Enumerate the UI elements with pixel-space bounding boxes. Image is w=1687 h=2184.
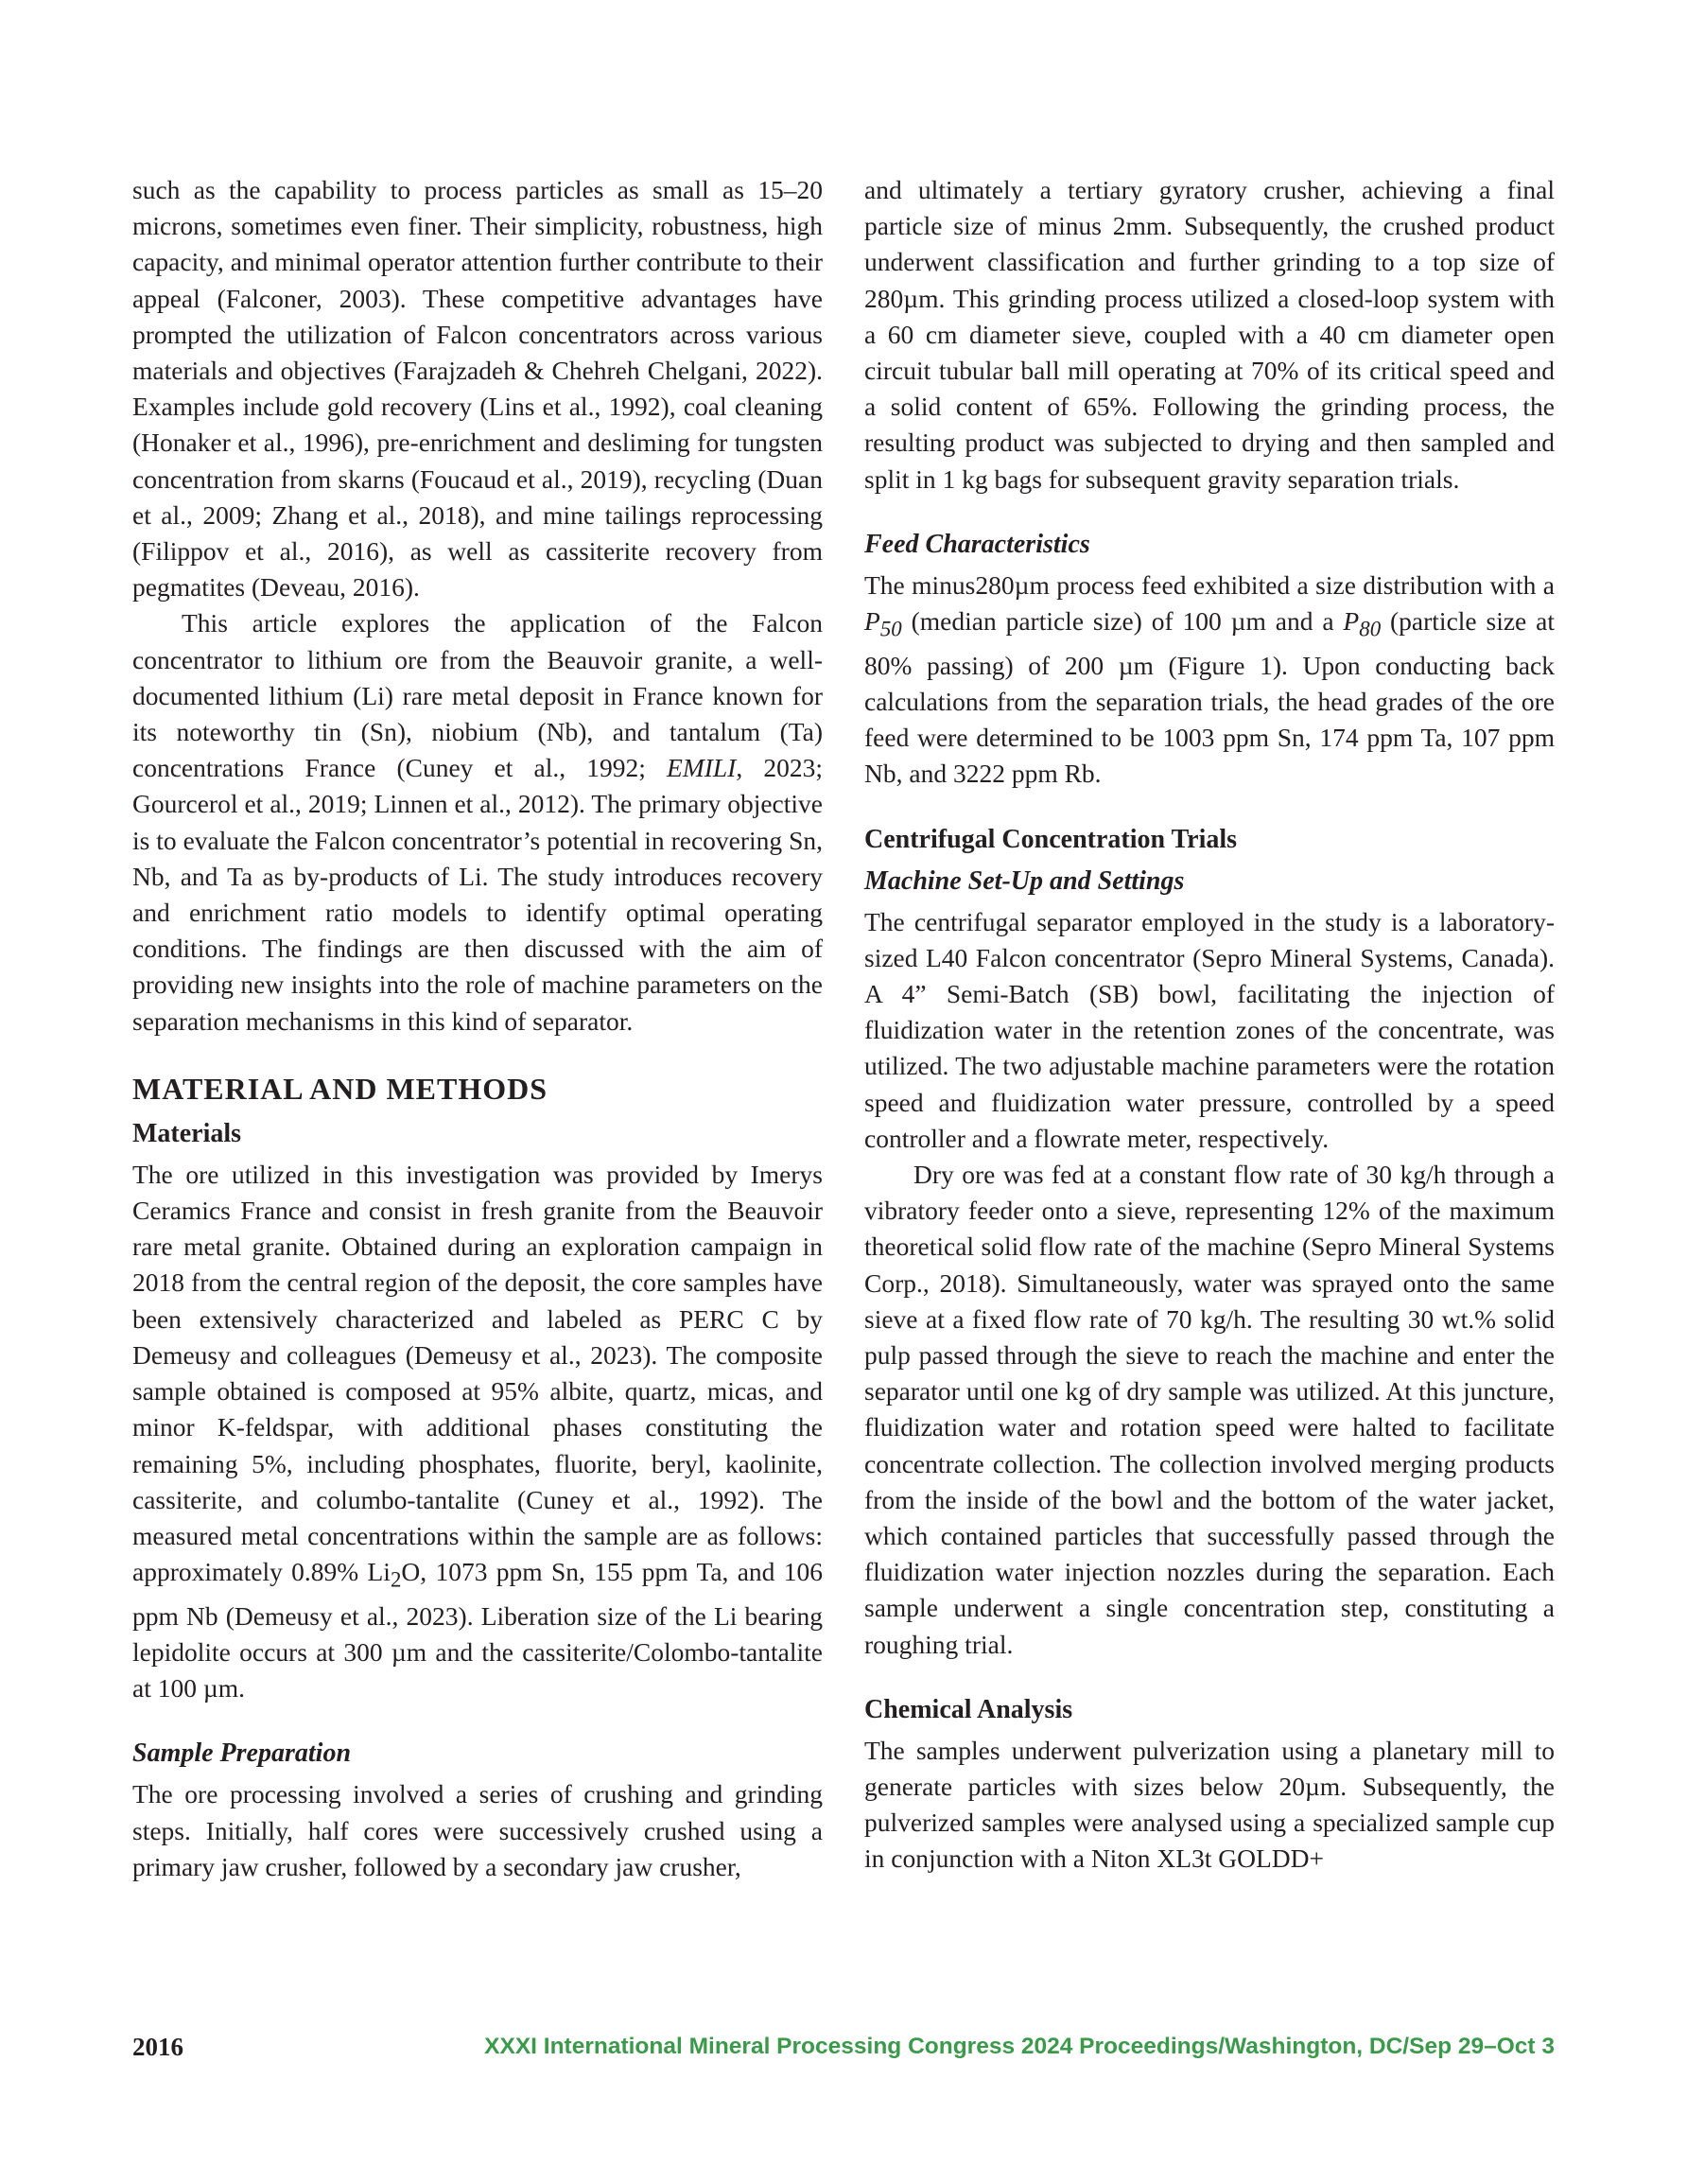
paragraph: The centrifugal separator employed in the study is a laboratory-sized L40 Falcon concentrator (Sepro Mineral Systems, Canada). A 4” Semi-Batch (SB) bowl, facilitating the injection of fluidization water in the retention zones of the concentrate, was utilized. The two adjustable machine parameters were the rotation speed and fluidization water pressure, controlled by a speed controller and a flowrate meter, respectively. (864, 906, 1555, 1153)
subsection-heading: Sample Preparation (132, 1738, 352, 1769)
text-run-italic: EMILI (667, 753, 737, 783)
right-column (864, 172, 1555, 1878)
paragraph (132, 605, 823, 1039)
subsection-heading: Materials (132, 1118, 242, 1148)
text-run: , 2023; Gourcerol et al., 2019; Linnen et al., 2012). The primary objective is to evaluate the Falcon concentrator’s potential in recovering Sn, Nb, and Ta as by-products of Li. The study introduces recovery and enrichment ratio models to identify optimal operating conditions. The findings are then discussed with the aim of providing new insights into the role of machine parameters on the separation mechanisms in this kind of separator. (132, 753, 823, 1036)
text-run: (median particle size) of 100 µm and a (901, 606, 1344, 637)
subscript-80: 80 (1359, 617, 1382, 641)
page-number: 2016 (132, 2033, 183, 2061)
paragraph: and ultimately a tertiary gyratory crusher, achieving a final particle size of minus 2mm. Subsequently, the crushed product underwent classification and further grinding to a top size of 280µm. This grinding process utilized a closed-loop system with a 60 cm diameter sieve, coupled with a 40 cm diameter open circuit tubular ball mill operating at 70% of its critical speed and a solid content of 65%. Following the grinding process, the resulting product was subjected to drying and then sampled and split in 1 kg bags for subsequent gravity separation trials. (864, 175, 1555, 494)
subsection-heading: Chemical Analysis (864, 1694, 1073, 1724)
subscript: 2 (390, 1567, 402, 1592)
text-run: This article explores the application of the Falcon concentrator to lithium ore from the Beauvoir granite, a well-documented lithium (Li) rare metal deposit in France known for its noteworthy tin (Sn), niobium (Nb), and tantalum (Ta) concentrations France (Cuney et al., 1992; (132, 608, 823, 783)
text-run: The ore utilized in this investigation was provided by Imerys Ceramics France and consist in fresh granite from the Beauvoir rare metal granite. Obtained during an exploration campaign in 2018 from the central region of the deposit, the core samples have been extensively characterized and labeled as PERC C by Demeusy and colleagues (Demeusy et al., 2023). The composite sample obtained is composed at 95% albite, quartz, micas, and minor K-feldspar, with additional phases constituting the remaining 5%, including phosphates, fluorite, beryl, kaolinite, cassiterite, and columbo-tantalite (Cuney et al., 1992). The measured metal concentrations within the sample are as follows: approximately 0.89% Li (132, 1159, 823, 1587)
left-column (132, 172, 823, 1885)
paragraph (132, 1157, 823, 1707)
subsection-heading: Centrifugal Concentration Trials (864, 824, 1238, 854)
symbol-p: P (864, 606, 880, 637)
symbol-p: P (1343, 606, 1360, 637)
paragraph: The samples underwent pulverization using a planetary mill to generate particles with sizes below 20µm. Subsequently, the pulverized samples were analysed using a specialized sample cup in conjunction with a Niton XL3t GOLDD+ (864, 1735, 1555, 1874)
paragraph: The ore processing involved a series of crushing and grinding steps. Initially, half cores were successively crushed using a primary jaw crusher, followed by a secondary jaw crusher, (132, 1779, 823, 1881)
subscript-50: 50 (879, 617, 902, 641)
section-heading: MATERIAL AND METHODS (132, 1071, 548, 1106)
paragraph: Dry ore was fed at a constant flow rate of 30 kg/h through a vibratory feeder onto a sieve, representing 12% of the maximum theoretical solid flow rate of the machine (Sepro Mineral Systems Corp., 2018). Simultaneously, water was sprayed onto the same sieve at a fixed flow rate of 70 kg/h. The resulting 30 wt.% solid pulp passed through the sieve to reach the machine and enter the separator until one kg of dry sample was utilized. At this juncture, fluidization water and rotation speed were halted to facilitate concentrate collection. The collection involved merging products from the inside of the bowl and the bottom of the water jacket, which contained particles that successfully passed through the fluidization water injection nozzles during the separation. Each sample underwent a single concentration step, constituting a roughing trial. (864, 1159, 1555, 1659)
running-footer: XXXI International Mineral Processing Congress 2024 Proceedings/Washington, DC/Sep 29–Oct 3 (484, 2034, 1555, 2059)
text-run: (particle size at 80% passing) of 200 µm (Figure 1). Upon conducting back calculations from the separation trials, the head grades of the ore feed were determined to be 1003 ppm Sn, 174 ppm Ta, 107 ppm Nb, and 3222 ppm Rb. (864, 606, 1555, 789)
subscript (880, 618, 902, 641)
text-run: The minus280µm process feed exhibited a size distribution with a (864, 569, 1555, 600)
text-run: O, 1073 ppm Sn, 155 ppm Ta, and 106 ppm Nb (Demeusy et al., 2023). Liberation size of the Li bearing lepidolite occurs at 300 µm and the cassiterite/Colombo-tantalite at 100 µm. (132, 1557, 823, 1704)
subsection-heading: Feed Characteristics (864, 529, 1090, 559)
subsection-heading: Machine Set-Up and Settings (864, 865, 1185, 896)
paragraph (864, 568, 1555, 793)
paragraph: such as the capability to process particles as small as 15–20 microns, sometimes even finer. Their simplicity, robustness, high capacity, and minimal operator attention further contribute to their appeal (Falconer, 2003). These competitive advantages have prompted the utilization of Falcon concentrators across various materials and objectives (Farajzadeh & Chehreh Chelgani, 2022). Examples include gold recovery (Lins et al., 1992), coal cleaning (Honaker et al., 1996), pre-enrichment and desliming for tungsten concentration from skarns (Foucaud et al., 2019), recycling (Duan et al., 2009; Zhang et al., 2018), and mine tailings reprocessing (Filippov et al., 2016), as well as cassiterite recovery from pegmatites (Deveau, 2016). (132, 175, 823, 603)
subscript (1359, 618, 1381, 641)
